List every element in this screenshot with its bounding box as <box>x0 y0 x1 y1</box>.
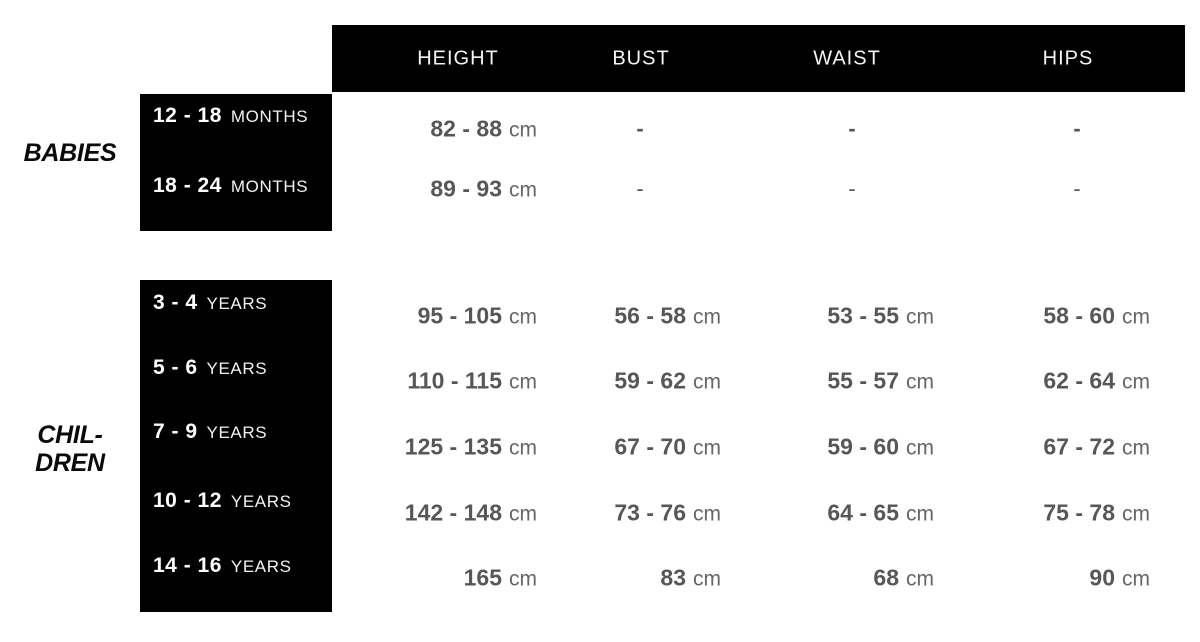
size-box-children <box>140 280 332 612</box>
height-number: 110 - 115 <box>407 367 502 394</box>
height-value <box>430 176 537 203</box>
size-box-babies <box>140 94 332 231</box>
size-label-children-3 <box>153 489 328 513</box>
unit-label: cm <box>509 567 537 591</box>
hips-value <box>1043 500 1150 527</box>
unit-label: cm <box>906 502 934 526</box>
height-number: 89 - 93 <box>430 175 502 202</box>
waist-empty-dash: - <box>848 116 856 141</box>
bust-number: 56 - 58 <box>614 302 686 329</box>
age-unit: YEARS <box>230 557 292 576</box>
unit-label: cm <box>1122 305 1150 329</box>
age-range: 3 - 4 <box>153 291 198 314</box>
waist-value <box>827 368 934 395</box>
height-number: 125 - 135 <box>404 433 502 460</box>
age-unit: MONTHS <box>230 107 309 126</box>
hips-number: 90 <box>1089 564 1115 591</box>
height-value <box>405 500 537 527</box>
waist-value <box>827 303 934 330</box>
waist-number: 59 - 60 <box>827 433 899 460</box>
height-number: 165 <box>463 564 502 591</box>
unit-label: cm <box>693 370 721 394</box>
unit-label: cm <box>693 436 721 460</box>
bust-value <box>660 565 721 592</box>
bust-number: 73 - 76 <box>614 499 686 526</box>
age-unit: YEARS <box>206 359 268 378</box>
bust-number: 83 <box>660 564 686 591</box>
group-label-babies <box>0 139 140 167</box>
unit-label: cm <box>693 502 721 526</box>
group-label-line: BABIES <box>23 139 117 167</box>
height-value <box>430 116 537 143</box>
size-label-children-1 <box>153 356 328 380</box>
waist-number: 68 <box>873 564 899 591</box>
age-range: 18 - 24 <box>153 174 222 197</box>
group-label-children <box>0 421 140 477</box>
hips-value <box>1043 434 1150 461</box>
size-label-children-0 <box>153 291 328 315</box>
waist-number: 53 - 55 <box>827 302 899 329</box>
unit-label: cm <box>509 436 537 460</box>
age-range: 10 - 12 <box>153 489 222 512</box>
age-range: 5 - 6 <box>153 356 198 379</box>
table-header-bar <box>332 25 1185 92</box>
height-number: 82 - 88 <box>430 115 502 142</box>
bust-empty-dash: - <box>636 116 644 141</box>
height-value <box>418 303 537 330</box>
age-range: 12 - 18 <box>153 104 222 127</box>
hips-value <box>1089 565 1150 592</box>
hips-number: 58 - 60 <box>1043 302 1115 329</box>
unit-label: cm <box>1122 567 1150 591</box>
hips-empty-dash: - <box>1073 176 1081 201</box>
hips-value <box>1043 368 1150 395</box>
height-value <box>464 565 537 592</box>
age-unit: YEARS <box>230 492 292 511</box>
group-label-line: DREN <box>35 449 105 477</box>
hips-number: 75 - 78 <box>1043 499 1115 526</box>
bust-number: 67 - 70 <box>614 433 686 460</box>
height-value <box>407 368 537 395</box>
unit-label: cm <box>509 305 537 329</box>
bust-value <box>614 434 721 461</box>
column-header-hips: HIPS <box>1042 47 1094 69</box>
column-header-bust: BUST <box>612 47 670 69</box>
unit-label: cm <box>509 502 537 526</box>
height-value <box>405 434 537 461</box>
unit-label: cm <box>1122 370 1150 394</box>
waist-empty-dash: - <box>848 176 856 201</box>
waist-value <box>827 434 934 461</box>
unit-label: cm <box>509 370 537 394</box>
column-header-height: HEIGHT <box>417 47 499 69</box>
group-label-line: CHIL- <box>37 421 103 449</box>
size-label-children-2 <box>153 420 328 444</box>
hips-number: 62 - 64 <box>1043 367 1115 394</box>
unit-label: cm <box>906 567 934 591</box>
waist-value <box>873 565 934 592</box>
unit-label: cm <box>509 118 537 142</box>
hips-empty-dash: - <box>1073 116 1081 141</box>
unit-label: cm <box>1122 436 1150 460</box>
height-number: 95 - 105 <box>417 302 502 329</box>
age-range: 7 - 9 <box>153 420 198 443</box>
unit-label: cm <box>693 305 721 329</box>
bust-value <box>614 500 721 527</box>
unit-label: cm <box>509 178 537 202</box>
unit-label: cm <box>906 370 934 394</box>
unit-label: cm <box>906 305 934 329</box>
hips-value <box>1043 303 1150 330</box>
bust-value <box>614 368 721 395</box>
bust-empty-dash: - <box>636 176 644 201</box>
bust-value <box>614 303 721 330</box>
unit-label: cm <box>693 567 721 591</box>
unit-label: cm <box>1122 502 1150 526</box>
height-number: 142 - 148 <box>404 499 502 526</box>
age-unit: YEARS <box>206 294 268 313</box>
waist-number: 55 - 57 <box>827 367 899 394</box>
age-unit: MONTHS <box>230 177 309 196</box>
age-unit: YEARS <box>206 423 268 442</box>
column-header-waist: WAIST <box>813 47 881 69</box>
waist-number: 64 - 65 <box>827 499 899 526</box>
hips-number: 67 - 72 <box>1043 433 1115 460</box>
size-label-children-4 <box>153 554 328 578</box>
age-range: 14 - 16 <box>153 554 222 577</box>
size-label-babies-0 <box>153 104 328 128</box>
unit-label: cm <box>906 436 934 460</box>
bust-number: 59 - 62 <box>614 367 686 394</box>
size-label-babies-1 <box>153 174 328 198</box>
waist-value <box>827 500 934 527</box>
